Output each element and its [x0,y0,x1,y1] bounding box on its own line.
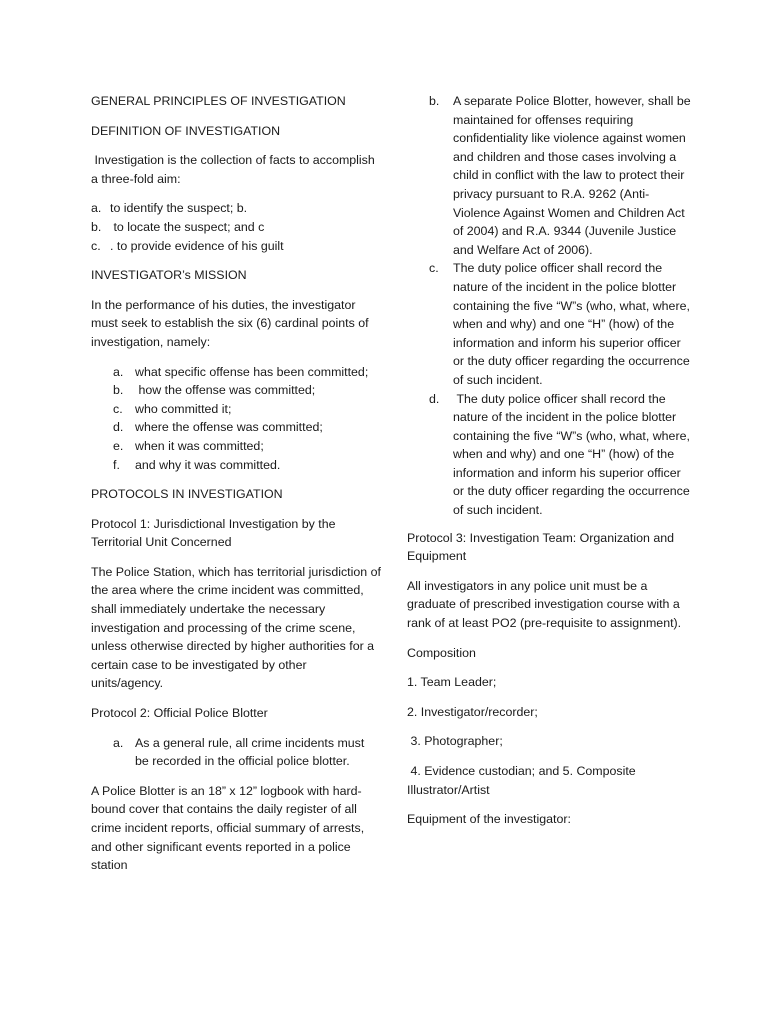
list-item-text: where the offense was committed; [135,420,323,435]
list-marker: a. [113,364,124,379]
list-item-text: what specific offense has been committed; [135,364,369,379]
protocol3-title: Protocol 3: Investigation Team: Organization and Equipment [407,530,675,564]
list-item [113,381,381,400]
protocol2-title: Protocol 2: Official Police Blotter [91,706,268,721]
equipment-heading: Equipment of the investigator: [407,812,571,827]
list-marker: f. [113,457,120,472]
list-item [113,734,381,771]
heading-definition: DEFINITION OF INVESTIGATION [91,123,281,138]
list-item [113,400,381,419]
heading-protocols: PROTOCOLS IN INVESTIGATION [91,487,283,502]
protocol1-title: Protocol 1: Jurisdictional Investigation by the Territorial Unit Concerned [91,516,336,550]
aims-list [91,199,381,255]
list-item [91,237,381,256]
list-item-text: A separate Police Blotter, however, shall be maintained for offenses requiring confidentiality like violence against women and children and those cases involving a child in conflict with the law to protect their privacy pursuant to R.A. 9262 (Anti-Violence Against Women and Children Act of 2004) and R.A. 9344 (Juvenile Justice and Welfare Act of 2006). [453,94,695,257]
left-column [91,92,381,886]
list-item-text: who committed it; [135,401,232,416]
list-item-text: to locate the suspect; and c [110,219,265,234]
list-item-text: to identify the suspect; b. [110,201,248,216]
list-item-text: when it was committed; [135,438,264,453]
list-item [113,437,381,456]
list-marker: c. [113,401,123,416]
definition-paragraph: Investigation is the collection of facts to accomplish a three-fold aim: [91,153,379,186]
mission-paragraph: In the performance of his duties, the investigator must seek to establish the six (6) cardinal points of investigation, namely: [91,297,369,349]
list-marker: b. [91,219,102,234]
list-item [91,199,381,218]
composition-heading: Composition [407,645,476,660]
list-item-text: how the offense was committed; [135,383,316,398]
list-item-text: The duty police officer shall record the nature of the incident in the police blotter containing the five “W”s (who, what, where, when and why) and one “H” (how) of the information and inform his superior officer or the duty officer regarding the occurrence of such incident. [453,391,694,518]
list-marker: b. [113,383,124,398]
list-item [113,456,381,475]
list-item-text: and why it was committed. [135,457,281,472]
list-marker: b. [429,94,440,108]
protocol1-paragraph: The Police Station, which has territorial jurisdiction of the area where the crime incident was committed, shall immediately undertake the necessary investigation and processing of the crime scene, unless otherwise directed by higher authorities for a certain case to be investigated by other units/agency. [91,564,381,691]
composition-item: 1. Team Leader; [407,675,497,690]
right-column [407,92,695,840]
composition-item: 3. Photographer; [407,734,503,749]
protocol2-list-continued [429,92,695,520]
list-item [429,92,695,259]
blotter-paragraph: A Police Blotter is an 18” x 12” logbook with hard-bound cover that contains the daily register of all crime incident reports, official summary of arrests, and other significant events reported in a police station [91,783,365,873]
composition-item: 4. Evidence custodian; and 5. Composite Illustrator/Artist [407,764,640,797]
list-item [113,363,381,382]
protocol3-paragraph: All investigators in any police unit must be a graduate of prescribed investigation course with a rank of at least PO2 (pre-requisite to assignment). [407,578,682,631]
list-item-text: The duty police officer shall record the nature of the incident in the police blotter containing the five “W”s (who, what, where, when and why) and one “H” (how) of the information and inform his superior officer or the duty officer regarding the occurrence of such incident. [453,261,694,387]
list-marker: a. [91,201,102,216]
protocol2-list-start [113,734,381,771]
composition-item: 2. Investigator/recorder; [407,704,538,719]
list-item [91,218,381,237]
list-marker: c. [91,238,101,253]
list-marker: c. [429,261,439,276]
list-item-text: As a general rule, all crime incidents must be recorded in the official police blotter. [135,735,365,769]
list-marker: e. [113,438,124,453]
list-item [429,259,692,389]
list-marker: d. [113,420,124,435]
heading-general-principles: GENERAL PRINCIPLES OF INVESTIGATION [91,94,346,108]
heading-investigator-mission: INVESTIGATOR’s MISSION [91,268,247,283]
cardinal-points-list [113,363,381,475]
list-item [113,418,381,437]
list-marker: a. [113,735,124,750]
list-marker: d. [429,391,440,406]
list-item-text: . to provide evidence of his guilt [110,238,284,253]
list-item [429,390,692,520]
